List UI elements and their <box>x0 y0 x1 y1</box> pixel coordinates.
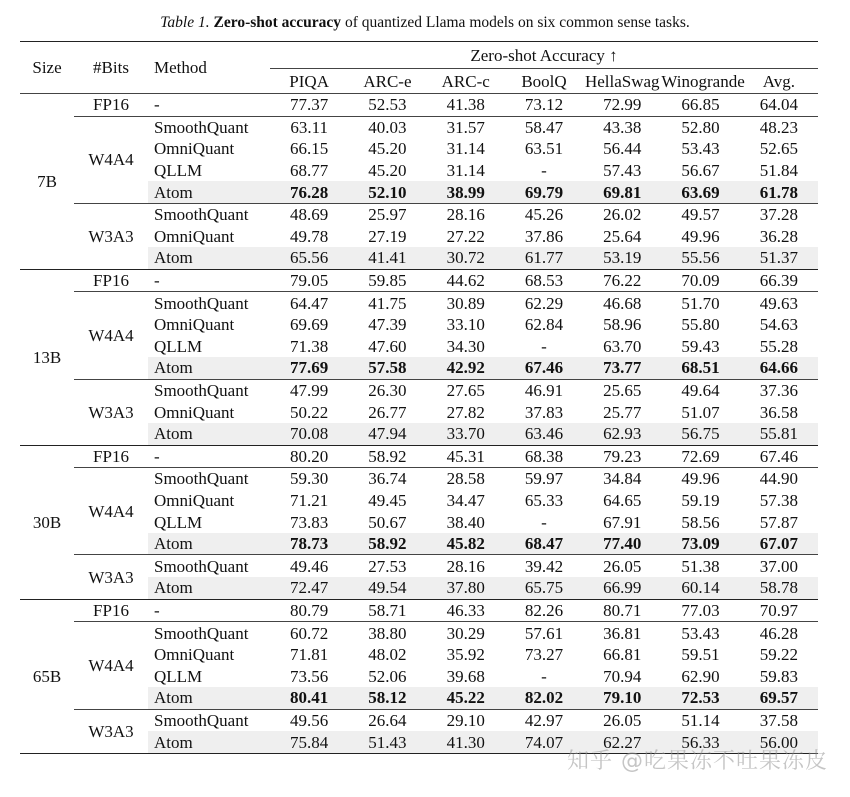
value-cell: 47.39 <box>368 315 407 335</box>
bits-cell: FP16 <box>74 599 148 622</box>
column-header: HellaSwag <box>584 71 660 91</box>
value-cell: 78.73 <box>270 533 348 555</box>
value-cell: 42.97 <box>505 709 583 731</box>
method-cell: - <box>148 269 270 292</box>
method-cell: SmoothQuant <box>148 709 270 731</box>
value-cell: 60.14 <box>661 577 739 599</box>
value-cell: 76.22 <box>583 269 661 292</box>
value-cell: 73.09 <box>661 533 739 555</box>
value-cell: 40.03 <box>348 116 426 138</box>
value-cell: 34.84 <box>583 468 661 490</box>
value-cell: 68.38 <box>505 445 583 468</box>
column-header: BoolQ <box>521 71 567 91</box>
value-cell: 46.33 <box>427 599 505 622</box>
value-cell: 28.16 <box>427 555 505 577</box>
table-row <box>20 555 818 577</box>
value-cell: 48.23 <box>740 116 818 138</box>
results-table <box>20 41 818 754</box>
value-cell: - <box>541 336 547 356</box>
value-cell: 62.84 <box>524 315 564 335</box>
value-cell: 77.03 <box>661 599 739 622</box>
value-cell: 50.67 <box>368 512 407 532</box>
header-group: Zero-shot Accuracy ↑ <box>270 42 818 69</box>
value-cell: 80.41 <box>270 687 348 709</box>
value-cell: 42.92 <box>427 357 505 379</box>
value-cell: 64.66 <box>740 357 818 379</box>
value-cell: 33.70 <box>427 423 505 445</box>
value-cell: 69.69 <box>290 315 329 335</box>
value-cell: 65.75 <box>505 577 583 599</box>
value-cell: 55.80 <box>681 315 720 335</box>
method-cell: SmoothQuant <box>148 203 270 225</box>
table-row <box>20 203 818 225</box>
value-cell: 26.77 <box>368 402 407 422</box>
value-cell: 25.64 <box>603 226 642 246</box>
value-cell: 69.79 <box>505 181 583 203</box>
size-cell: 30B <box>20 445 74 599</box>
value-cell: 45.31 <box>427 445 505 468</box>
value-cell: 68.77 <box>290 161 329 181</box>
value-cell: 38.40 <box>446 512 485 532</box>
value-cell: 44.62 <box>427 269 505 292</box>
value-cell: 27.22 <box>446 226 485 246</box>
column-header: Winogrande <box>661 71 745 91</box>
method-cell: - <box>148 445 270 468</box>
value-cell: 80.71 <box>583 599 661 622</box>
value-cell: 65.33 <box>524 490 564 510</box>
value-cell: 27.53 <box>348 555 426 577</box>
value-cell: 61.78 <box>740 181 818 203</box>
value-cell: 26.05 <box>583 709 661 731</box>
value-cell: 62.90 <box>681 666 720 686</box>
caption-rest: of quantized Llama models on six common sense tasks. <box>344 14 690 31</box>
value-cell: 66.99 <box>583 577 661 599</box>
table-row <box>20 116 818 138</box>
column-header: ARC-c <box>441 71 490 91</box>
value-cell: 37.00 <box>740 555 818 577</box>
value-cell: 37.80 <box>427 577 505 599</box>
method-cell: SmoothQuant <box>148 622 270 644</box>
value-cell: 56.33 <box>661 731 739 753</box>
bits-cell: W4A4 <box>74 116 148 203</box>
table-row <box>20 445 818 468</box>
table-row <box>20 622 818 644</box>
value-cell: 70.08 <box>270 423 348 445</box>
method-cell: OmniQuant <box>154 139 235 159</box>
value-cell: 58.78 <box>740 577 818 599</box>
value-cell: 58.12 <box>348 687 426 709</box>
method-cell: OmniQuant <box>154 402 235 422</box>
value-cell: 46.68 <box>583 292 661 314</box>
value-cell: 57.43 <box>603 161 642 181</box>
table-row <box>20 468 818 490</box>
value-cell: 77.37 <box>270 94 348 117</box>
value-cell: 25.65 <box>583 379 661 401</box>
value-cell: 34.47 <box>446 490 485 510</box>
method-cell: QLLM <box>154 666 203 686</box>
value-cell: 27.65 <box>427 379 505 401</box>
method-cell: Atom <box>148 247 270 269</box>
value-cell: 49.78 <box>290 226 329 246</box>
value-cell: 77.40 <box>583 533 661 555</box>
value-cell: 62.93 <box>583 423 661 445</box>
value-cell: 27.82 <box>446 402 485 422</box>
value-cell: 66.81 <box>603 645 642 665</box>
value-cell: 51.14 <box>661 709 739 731</box>
value-cell: 30.29 <box>427 622 505 644</box>
bits-cell: W3A3 <box>74 203 148 269</box>
value-cell: 82.02 <box>505 687 583 709</box>
value-cell: 63.69 <box>661 181 739 203</box>
value-cell: 27.19 <box>368 226 407 246</box>
value-cell: 29.10 <box>427 709 505 731</box>
value-cell: 66.39 <box>740 269 818 292</box>
value-cell: 45.22 <box>427 687 505 709</box>
value-cell: 30.89 <box>427 292 505 314</box>
value-cell: - <box>541 666 547 686</box>
value-cell: 49.45 <box>368 490 407 510</box>
value-cell: 49.96 <box>661 468 739 490</box>
value-cell: 70.94 <box>603 666 642 686</box>
value-cell: 47.60 <box>368 336 407 356</box>
value-cell: 51.84 <box>759 161 798 181</box>
method-cell: Atom <box>148 731 270 753</box>
value-cell: 46.91 <box>505 379 583 401</box>
bits-cell: W4A4 <box>74 468 148 555</box>
table-row <box>20 269 818 292</box>
value-cell: 56.44 <box>603 139 642 159</box>
value-cell: 52.06 <box>368 666 407 686</box>
value-cell: 47.94 <box>348 423 426 445</box>
bits-cell: FP16 <box>74 94 148 117</box>
value-cell: 73.77 <box>583 357 661 379</box>
value-cell: 25.77 <box>603 402 642 422</box>
method-cell: Atom <box>148 687 270 709</box>
value-cell: 71.21 <box>290 490 329 510</box>
value-cell: 35.92 <box>446 645 485 665</box>
value-cell: 37.36 <box>740 379 818 401</box>
value-cell: 67.07 <box>740 533 818 555</box>
value-cell: 26.05 <box>583 555 661 577</box>
method-cell: QLLM <box>154 336 203 356</box>
value-cell: 49.46 <box>270 555 348 577</box>
value-cell: 66.85 <box>661 94 739 117</box>
value-cell: 36.81 <box>583 622 661 644</box>
value-cell: 38.80 <box>348 622 426 644</box>
value-cell: 45.26 <box>505 203 583 225</box>
value-cell: 68.53 <box>505 269 583 292</box>
value-cell: 37.83 <box>524 402 564 422</box>
value-cell: 56.00 <box>740 731 818 753</box>
value-cell: 48.02 <box>368 645 407 665</box>
method-cell: SmoothQuant <box>148 555 270 577</box>
value-cell: 52.53 <box>348 94 426 117</box>
value-cell: 53.43 <box>661 622 739 644</box>
value-cell: 70.97 <box>740 599 818 622</box>
value-cell: 55.28 <box>759 336 798 356</box>
method-cell: QLLM <box>154 512 203 532</box>
value-cell: 37.28 <box>740 203 818 225</box>
value-cell: 73.27 <box>524 645 564 665</box>
value-cell: 49.63 <box>740 292 818 314</box>
header-row-top <box>20 42 818 69</box>
value-cell: 44.90 <box>740 468 818 490</box>
value-cell: 41.75 <box>348 292 426 314</box>
value-cell: 58.92 <box>348 533 426 555</box>
bits-cell: FP16 <box>74 445 148 468</box>
value-cell: 69.57 <box>740 687 818 709</box>
value-cell: 34.30 <box>446 336 485 356</box>
table-row <box>20 292 818 314</box>
value-cell: 63.46 <box>505 423 583 445</box>
table-row <box>20 94 818 117</box>
value-cell: 57.58 <box>348 357 426 379</box>
column-header: Avg. <box>762 71 795 91</box>
value-cell: 48.69 <box>270 203 348 225</box>
value-cell: 67.46 <box>740 445 818 468</box>
value-cell: 25.97 <box>348 203 426 225</box>
value-cell: 59.43 <box>681 336 720 356</box>
value-cell: 39.68 <box>446 666 485 686</box>
value-cell: 28.16 <box>427 203 505 225</box>
method-cell: OmniQuant <box>154 315 235 335</box>
value-cell: 58.92 <box>348 445 426 468</box>
caption-bold: Zero-shot accuracy <box>213 14 342 31</box>
value-cell: 31.14 <box>446 139 485 159</box>
value-cell: 37.58 <box>740 709 818 731</box>
bits-cell: W3A3 <box>74 555 148 599</box>
value-cell: 80.79 <box>270 599 348 622</box>
bits-cell: W3A3 <box>74 709 148 753</box>
value-cell: 31.14 <box>446 161 485 181</box>
method-cell: - <box>148 599 270 622</box>
value-cell: 76.28 <box>270 181 348 203</box>
value-cell: 41.30 <box>427 731 505 753</box>
value-cell: 69.81 <box>583 181 661 203</box>
value-cell: 45.20 <box>368 139 407 159</box>
method-cell: Atom <box>148 533 270 555</box>
bits-cell: W3A3 <box>74 379 148 445</box>
value-cell: 79.05 <box>270 269 348 292</box>
value-cell: 63.70 <box>603 336 642 356</box>
bits-cell: FP16 <box>74 269 148 292</box>
method-cell: - <box>148 94 270 117</box>
table-row <box>20 379 818 401</box>
value-cell: 52.65 <box>759 139 798 159</box>
method-cell: Atom <box>148 181 270 203</box>
value-cell: 73.83 <box>290 512 329 532</box>
value-cell: 58.47 <box>505 116 583 138</box>
value-cell: 52.80 <box>661 116 739 138</box>
value-cell: 56.75 <box>661 423 739 445</box>
value-cell: 31.57 <box>427 116 505 138</box>
value-cell: 55.56 <box>661 247 739 269</box>
value-cell: 58.71 <box>348 599 426 622</box>
value-cell: 64.04 <box>740 94 818 117</box>
value-cell: 49.96 <box>681 226 720 246</box>
value-cell: 46.28 <box>740 622 818 644</box>
value-cell: 47.99 <box>270 379 348 401</box>
method-cell: SmoothQuant <box>148 292 270 314</box>
header-method: Method <box>154 58 207 77</box>
value-cell: 72.99 <box>583 94 661 117</box>
value-cell: 41.41 <box>348 247 426 269</box>
header-bits: #Bits <box>93 58 129 77</box>
table-body <box>20 94 818 754</box>
value-cell: 62.29 <box>505 292 583 314</box>
value-cell: 28.58 <box>427 468 505 490</box>
value-cell: 57.87 <box>759 512 798 532</box>
caption-label: Table 1. <box>160 14 210 31</box>
value-cell: 60.72 <box>270 622 348 644</box>
value-cell: - <box>541 512 547 532</box>
value-cell: 73.12 <box>505 94 583 117</box>
value-cell: 59.19 <box>681 490 720 510</box>
method-cell: OmniQuant <box>154 490 235 510</box>
value-cell: 51.70 <box>661 292 739 314</box>
method-cell: SmoothQuant <box>148 379 270 401</box>
value-cell: 51.43 <box>348 731 426 753</box>
value-cell: 59.85 <box>348 269 426 292</box>
column-header: ARC-e <box>363 71 412 91</box>
value-cell: 72.47 <box>270 577 348 599</box>
value-cell: 70.09 <box>661 269 739 292</box>
value-cell: 79.23 <box>583 445 661 468</box>
value-cell: 55.81 <box>740 423 818 445</box>
value-cell: 49.57 <box>661 203 739 225</box>
value-cell: 57.61 <box>505 622 583 644</box>
value-cell: 66.15 <box>290 139 329 159</box>
method-cell: Atom <box>148 577 270 599</box>
table-row <box>20 599 818 622</box>
value-cell: 33.10 <box>446 315 485 335</box>
bits-cell: W4A4 <box>74 622 148 709</box>
value-cell: 59.30 <box>270 468 348 490</box>
value-cell: - <box>541 161 547 181</box>
value-cell: 65.56 <box>270 247 348 269</box>
value-cell: 59.22 <box>759 645 798 665</box>
value-cell: 64.65 <box>603 490 642 510</box>
table-row <box>20 709 818 731</box>
value-cell: 59.51 <box>681 645 720 665</box>
value-cell: 45.82 <box>427 533 505 555</box>
value-cell: 26.02 <box>583 203 661 225</box>
bits-cell: W4A4 <box>74 292 148 379</box>
value-cell: 71.81 <box>290 645 329 665</box>
value-cell: 50.22 <box>290 402 329 422</box>
value-cell: 41.38 <box>427 94 505 117</box>
value-cell: 59.97 <box>505 468 583 490</box>
value-cell: 77.69 <box>270 357 348 379</box>
value-cell: 71.38 <box>290 336 329 356</box>
value-cell: 43.38 <box>583 116 661 138</box>
method-cell: SmoothQuant <box>148 468 270 490</box>
value-cell: 36.74 <box>348 468 426 490</box>
value-cell: 72.69 <box>661 445 739 468</box>
value-cell: 58.56 <box>681 512 720 532</box>
value-cell: 63.51 <box>524 139 564 159</box>
column-header: PIQA <box>289 71 329 91</box>
value-cell: 57.38 <box>759 490 798 510</box>
value-cell: 74.07 <box>505 731 583 753</box>
value-cell: 67.91 <box>603 512 642 532</box>
value-cell: 51.38 <box>661 555 739 577</box>
value-cell: 56.67 <box>681 161 720 181</box>
value-cell: 26.30 <box>348 379 426 401</box>
method-cell: Atom <box>148 357 270 379</box>
method-cell: SmoothQuant <box>148 116 270 138</box>
value-cell: 26.64 <box>348 709 426 731</box>
watermark: 知乎 @吃果冻不吐果冻皮 <box>567 749 828 774</box>
size-cell: 65B <box>20 599 74 753</box>
value-cell: 52.10 <box>348 181 426 203</box>
header-size: Size <box>32 58 62 77</box>
value-cell: 68.47 <box>505 533 583 555</box>
value-cell: 62.27 <box>583 731 661 753</box>
value-cell: 30.72 <box>427 247 505 269</box>
value-cell: 49.54 <box>348 577 426 599</box>
value-cell: 58.96 <box>603 315 642 335</box>
method-cell: Atom <box>148 423 270 445</box>
size-cell: 7B <box>20 94 74 270</box>
value-cell: 68.51 <box>661 357 739 379</box>
value-cell: 63.11 <box>270 116 348 138</box>
method-cell: QLLM <box>154 161 203 181</box>
value-cell: 75.84 <box>270 731 348 753</box>
size-cell: 13B <box>20 269 74 445</box>
value-cell: 39.42 <box>505 555 583 577</box>
value-cell: 64.47 <box>270 292 348 314</box>
value-cell: 36.58 <box>759 402 798 422</box>
value-cell: 73.56 <box>290 666 329 686</box>
value-cell: 37.86 <box>524 226 564 246</box>
value-cell: 51.37 <box>740 247 818 269</box>
value-cell: 59.83 <box>759 666 798 686</box>
table-caption <box>0 14 850 32</box>
value-cell: 79.10 <box>583 687 661 709</box>
value-cell: 38.99 <box>427 181 505 203</box>
method-cell: OmniQuant <box>154 226 235 246</box>
value-cell: 54.63 <box>759 315 798 335</box>
value-cell: 61.77 <box>505 247 583 269</box>
method-cell: OmniQuant <box>154 645 235 665</box>
value-cell: 51.07 <box>681 402 720 422</box>
value-cell: 72.53 <box>661 687 739 709</box>
value-cell: 49.64 <box>661 379 739 401</box>
results-table-container <box>20 41 818 754</box>
value-cell: 36.28 <box>759 226 798 246</box>
value-cell: 82.26 <box>505 599 583 622</box>
value-cell: 80.20 <box>270 445 348 468</box>
value-cell: 45.20 <box>368 161 407 181</box>
value-cell: 53.19 <box>583 247 661 269</box>
value-cell: 49.56 <box>270 709 348 731</box>
value-cell: 53.43 <box>681 139 720 159</box>
value-cell: 67.46 <box>505 357 583 379</box>
